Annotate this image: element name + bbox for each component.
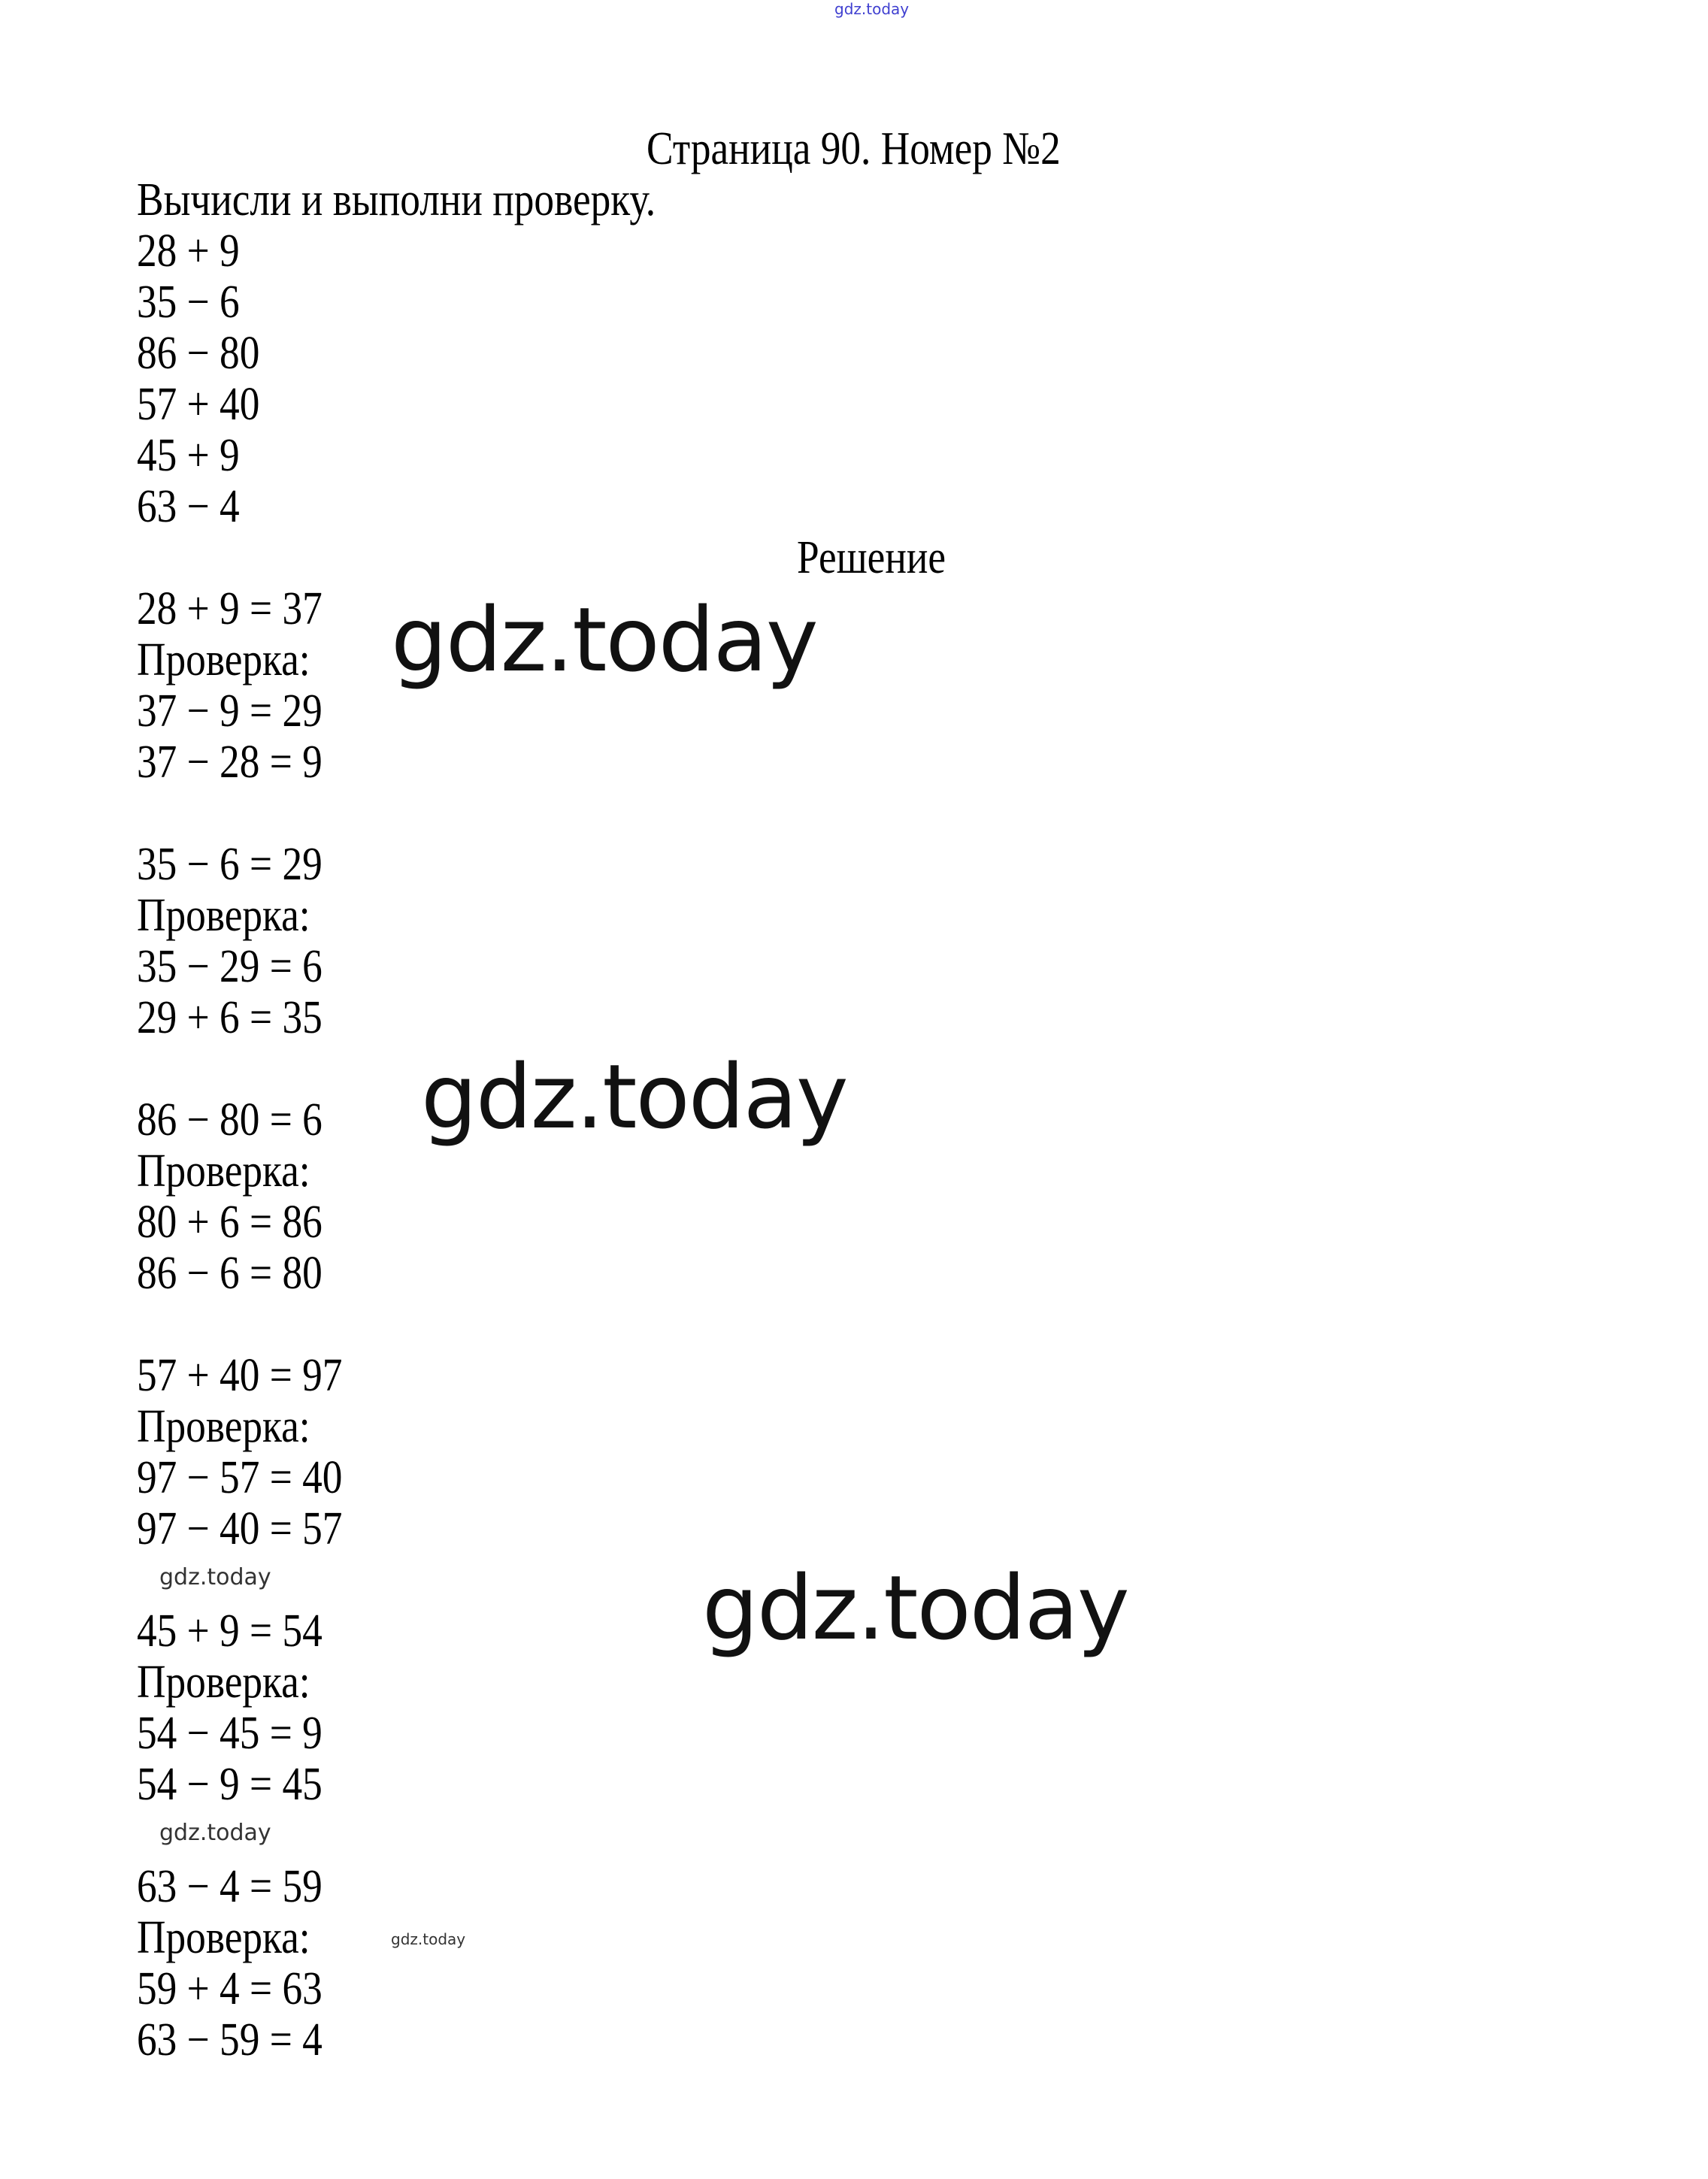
expression — [137, 328, 1640, 379]
expression-text: 45 + 9 — [137, 430, 240, 481]
solution-heading — [797, 532, 970, 583]
check-equation — [137, 1503, 1640, 1554]
check-label — [137, 1401, 1640, 1452]
check-equation-text: 37 − 28 = 9 — [137, 737, 323, 788]
check-label — [137, 1657, 1640, 1708]
blank-line — [137, 1299, 1640, 1350]
page-title-text: Страница 90. Номер №2 — [647, 123, 1061, 174]
check-label-text: Проверка: — [137, 890, 310, 941]
solution-equation — [137, 1861, 1640, 1912]
check-equation-text: 80 + 6 = 86 — [137, 1197, 323, 1248]
solution-equation-text: 28 + 9 = 37 — [137, 583, 323, 634]
check-label — [137, 1912, 1640, 1963]
check-equation-text: 54 − 45 = 9 — [137, 1708, 323, 1759]
watermark-small: gdz.today — [159, 1564, 271, 1590]
solution-equation — [137, 839, 1640, 890]
check-label — [137, 1145, 1640, 1197]
check-label-text: Проверка: — [137, 1912, 310, 1963]
watermark-tiny: gdz.today — [391, 1930, 466, 1948]
solution-equation — [137, 1094, 1640, 1145]
check-equation-text: 86 − 6 = 80 — [137, 1248, 323, 1299]
watermark-top: gdz.today — [834, 0, 910, 18]
check-equation-text: 63 − 59 = 4 — [137, 2014, 323, 2066]
expression-text: 28 + 9 — [137, 225, 240, 277]
title-row-spacer — [137, 123, 1640, 174]
blank-line — [137, 1810, 1640, 1861]
expression — [137, 225, 1640, 277]
solution-equation — [137, 583, 1640, 634]
check-equation-text: 29 + 6 = 35 — [137, 992, 323, 1043]
watermark-logo: gdz.today — [702, 1556, 1128, 1660]
expression-text: 57 + 40 — [137, 379, 260, 430]
expression-text: 35 − 6 — [137, 277, 240, 328]
check-equation — [137, 941, 1640, 992]
check-equation — [137, 1759, 1640, 1810]
check-equation-text: 54 − 9 = 45 — [137, 1759, 323, 1810]
solution-equation-text: 63 − 4 = 59 — [137, 1861, 323, 1912]
check-label-text: Проверка: — [137, 634, 310, 685]
watermark-small: gdz.today — [159, 1820, 271, 1846]
check-equation — [137, 2014, 1640, 2066]
blank-line — [137, 788, 1640, 839]
check-equation — [137, 1963, 1640, 2014]
check-label-text: Проверка: — [137, 1145, 310, 1197]
check-label-text: Проверка: — [137, 1401, 310, 1452]
document-body — [137, 123, 1640, 2066]
expression — [137, 277, 1640, 328]
check-equation — [137, 685, 1640, 737]
solution-heading-text: Решение — [797, 532, 946, 583]
check-equation — [137, 1248, 1640, 1299]
expression-text: 63 − 4 — [137, 481, 240, 532]
blank-line — [137, 1043, 1640, 1094]
check-label — [137, 890, 1640, 941]
solution-equation-text: 86 − 80 = 6 — [137, 1094, 323, 1145]
solution-equation-text: 57 + 40 = 97 — [137, 1350, 343, 1401]
check-equation-text: 35 − 29 = 6 — [137, 941, 323, 992]
check-equation-text: 37 − 9 = 29 — [137, 685, 323, 737]
check-equation — [137, 737, 1640, 788]
check-equation — [137, 1452, 1640, 1503]
check-label — [137, 634, 1640, 685]
check-equation — [137, 1197, 1640, 1248]
solution-equation — [137, 1350, 1640, 1401]
expression-text: 86 − 80 — [137, 328, 260, 379]
check-equation-text: 97 − 57 = 40 — [137, 1452, 343, 1503]
check-label-text: Проверка: — [137, 1657, 310, 1708]
check-equation-text: 97 − 40 = 57 — [137, 1503, 343, 1554]
expression — [137, 481, 1640, 532]
solution-equation-text: 35 − 6 = 29 — [137, 839, 323, 890]
task-text-text: Вычисли и выполни проверку. — [137, 174, 656, 225]
watermark-logo: gdz.today — [421, 1045, 847, 1149]
check-equation — [137, 1708, 1640, 1759]
solution-equation-text: 45 + 9 = 54 — [137, 1605, 323, 1657]
task-text — [137, 174, 1640, 225]
watermark-logo: gdz.today — [391, 588, 817, 692]
check-equation-text: 59 + 4 = 63 — [137, 1963, 323, 2014]
check-equation — [137, 992, 1640, 1043]
expression — [137, 430, 1640, 481]
expression — [137, 379, 1640, 430]
